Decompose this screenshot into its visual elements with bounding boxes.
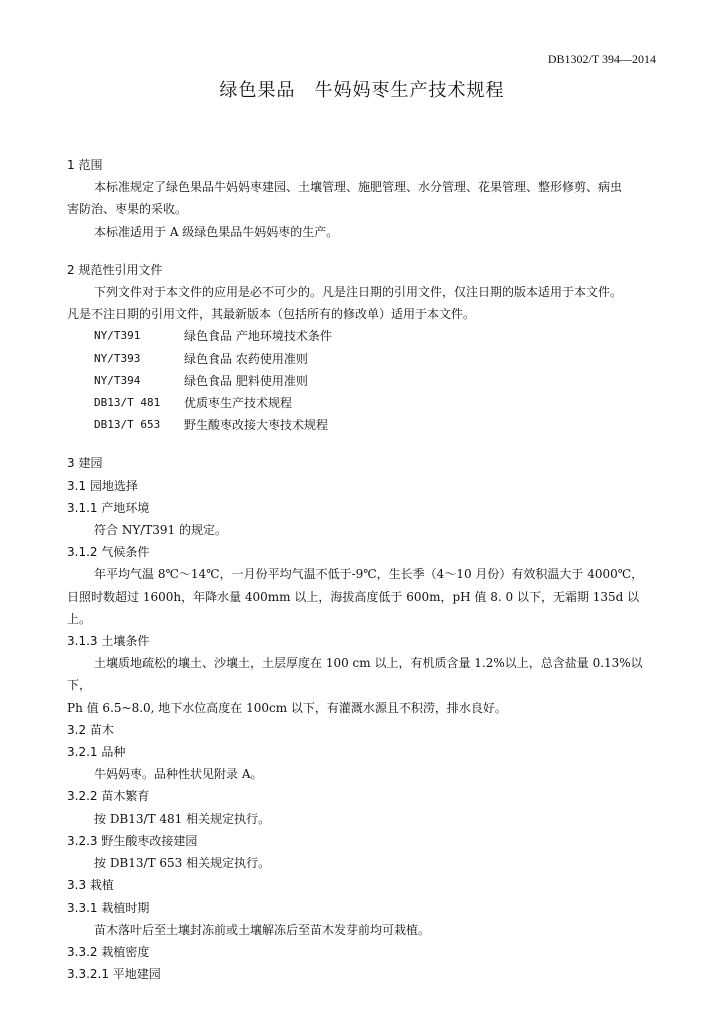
- subsection-heading: 3.1.3 土壤条件: [67, 634, 150, 649]
- reference-name: 绿色食品 农药使用准则: [184, 351, 308, 366]
- reference-item: [94, 370, 659, 392]
- paragraph: 下列文件对于本文件的应用是必不可少的。凡是注日期的引用文件，仅注日期的版本适用于本文件。: [94, 285, 623, 300]
- paragraph: 按 DB13/T 653 相关规定执行。: [94, 856, 271, 871]
- document-title: 绿色果品 牛妈妈枣生产技术规程: [219, 80, 505, 101]
- paragraph: 符合 NY/T391 的规定。: [94, 523, 228, 538]
- paragraph: 本标准适用于 A 级绿色果品牛妈妈枣的生产。: [94, 224, 339, 239]
- reference-item: [94, 414, 659, 436]
- subsection-heading: 3.1.2 气候条件: [67, 545, 150, 560]
- reference-item: [94, 325, 659, 347]
- reference-code: NY/T394: [94, 373, 141, 387]
- section-heading-scope: 1 范围: [67, 158, 103, 172]
- paragraph: 年平均气温 8℃～14℃，一月份平均气温不低于-9℃，生长季（4～10 月份）有效积温大于 4000℃，: [94, 567, 644, 582]
- subsection-heading: 3.2.2 苗木繁育: [67, 789, 150, 804]
- paragraph: 本标准规定了绿色果品牛妈妈枣建园、土壤管理、施肥管理、水分管理、花果管理、整形修剪、病虫: [94, 180, 623, 195]
- subsection-heading: 3.1 园地选择: [67, 478, 138, 493]
- reference-item: [94, 348, 659, 370]
- reference-item: [94, 392, 659, 414]
- paragraph: 土壤质地疏松的壤土、沙壤土，土层厚度在 100 cm 以上，有机质含量 1.2%以上，总含盐量 0.13%以下，: [67, 656, 643, 693]
- paragraph-continuation: 日照时数超过 1600h，年降水量 400mm 以上，海拔高度低于 600m，pH 值 8. 0 以下，无霜期 135d 以上。: [67, 589, 640, 626]
- reference-name: 绿色食品 产地环境技术条件: [184, 329, 332, 344]
- subsection-heading: 3.3.1 栽植时期: [67, 900, 150, 915]
- paragraph: 牛妈妈枣。品种性状见附录 A。: [94, 767, 263, 782]
- standard-number: DB1302/T 394—2014: [547, 52, 656, 66]
- reference-code: NY/T393: [94, 351, 141, 365]
- section-heading-references: 2 规范性引用文件: [67, 262, 163, 277]
- paragraph: 按 DB13/T 481 相关规定执行。: [94, 811, 271, 826]
- document-body: [67, 154, 659, 985]
- subsection-heading: 3.3.2 栽植密度: [67, 944, 150, 959]
- reference-code: DB13/T 653: [94, 418, 161, 432]
- reference-name: 绿色食品 肥料使用准则: [184, 373, 308, 388]
- paragraph: 苗木落叶后至土壤封冻前或土壤解冻后至苗木发芽前均可栽植。: [94, 922, 431, 937]
- subsection-heading: 3.3.2.1 平地建园: [67, 967, 161, 982]
- paragraph-continuation: 害防治、枣果的采收。: [67, 202, 188, 217]
- subsection-heading: 3.2.3 野生酸枣改接建园: [67, 833, 198, 848]
- paragraph-continuation: 凡是不注日期的引用文件，其最新版本（包括所有的修改单）适用于本文件。: [67, 307, 476, 322]
- paragraph-continuation: Ph 值 6.5~8.0, 地下水位高度在 100cm 以下，有灌溉水源且不积涝，排水良好。: [67, 700, 507, 715]
- subsection-heading: 3.2.1 品种: [67, 745, 126, 760]
- subsection-heading: 3.3 栽植: [67, 878, 114, 893]
- reference-code: NY/T391: [94, 329, 141, 343]
- reference-name: 野生酸枣改接大枣技术规程: [184, 418, 329, 433]
- section-heading-orchard: 3 建园: [67, 456, 103, 471]
- reference-name: 优质枣生产技术规程: [184, 396, 293, 411]
- subsection-heading: 3.2 苗木: [67, 722, 114, 737]
- subsection-heading: 3.1.1 产地环境: [67, 500, 150, 515]
- reference-code: DB13/T 481: [94, 396, 161, 410]
